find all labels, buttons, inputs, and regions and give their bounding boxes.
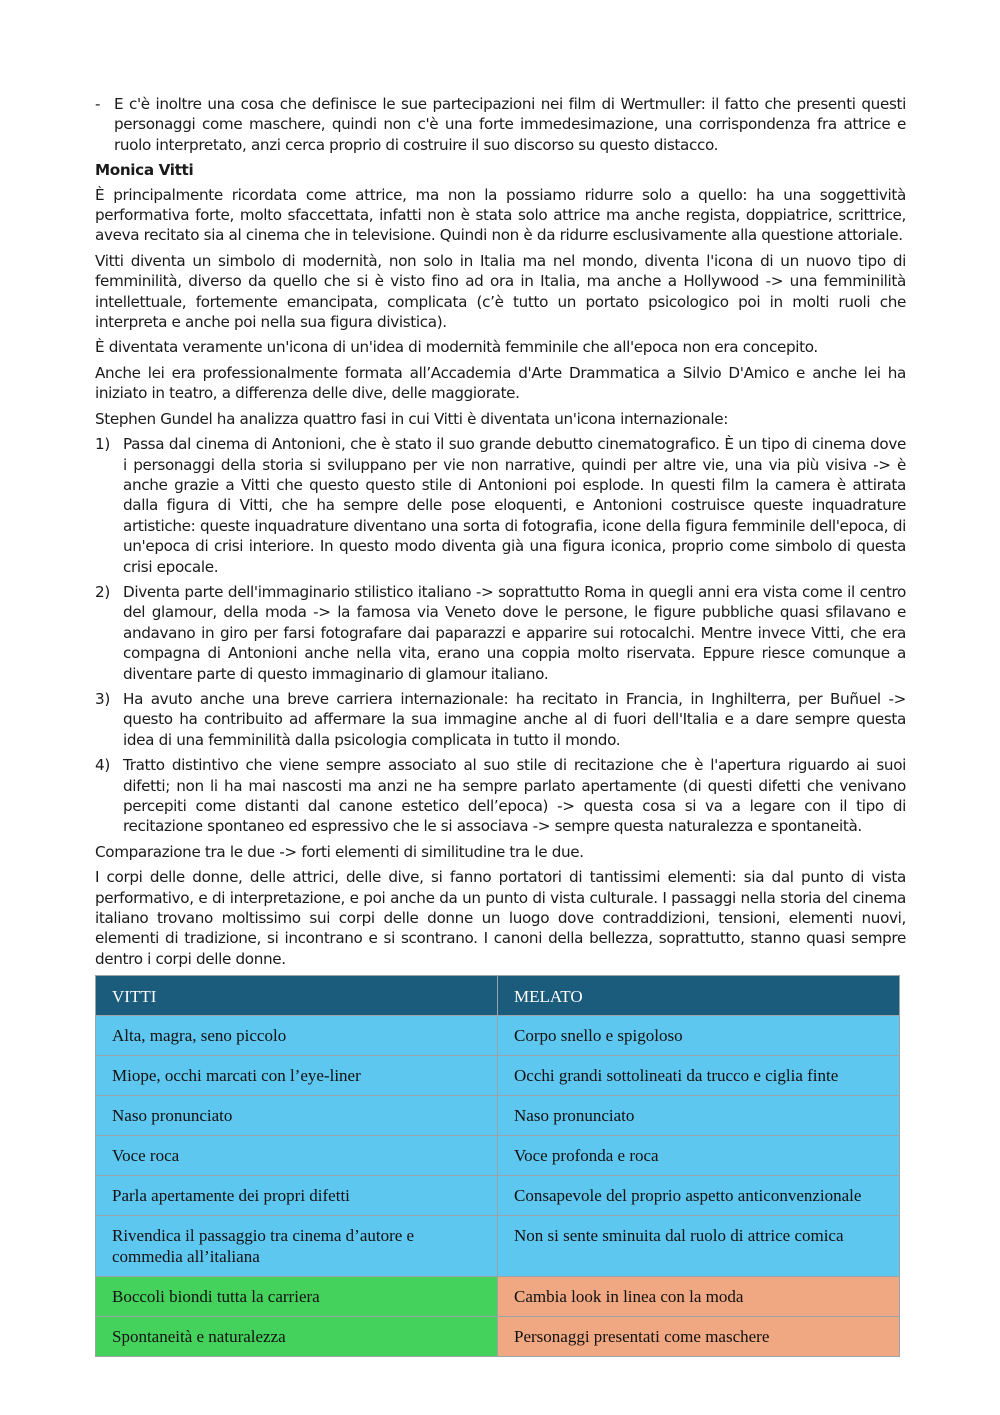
melato-cell: Cambia look in linea con la moda: [498, 1277, 900, 1317]
item-number: 2): [95, 582, 110, 601]
melato-cell: Corpo snello e spigoloso: [498, 1016, 900, 1056]
numbered-item: [95, 755, 906, 837]
table-row: [96, 1096, 900, 1136]
numbered-item: [95, 689, 906, 750]
melato-cell: Consapevole del proprio aspetto anticonvenzionale: [498, 1176, 900, 1216]
vitti-cell: Parla apertamente dei propri difetti: [96, 1176, 498, 1216]
bullet-text: E c'è inoltre una cosa che definisce le sue partecipazioni nei film di Wertmuller: il fatto che presenti questi personaggi come maschere, quindi non c'è una forte immedesimazione, una corrispondenza fra attrice e ruolo interpretato, anzi cerca proprio di costruire il suo discorso su questo distacco.: [114, 95, 906, 154]
document-page: [95, 94, 906, 1357]
vitti-cell: Naso pronunciato: [96, 1096, 498, 1136]
paragraph: Vitti diventa un simbolo di modernità, non solo in Italia ma nel mondo, diventa l'icona di un nuovo tipo di femminilità, diverso da quello che si è visto fino ad ora in Italia, ma anche a Hollywood -> una femminilità intellettuale, fortemente emancipata, complicata (c’è tutto un portato psicologico poi in molti ruoli che interpreta e anche poi nella sua figura divistica).: [95, 251, 906, 332]
vitti-cell: Boccoli biondi tutta la carriera: [96, 1277, 498, 1317]
table-body: [96, 1016, 900, 1357]
table-header-row: [96, 976, 900, 1016]
item-text: Tratto distintivo che viene sempre associato al suo stile di recitazione che è l'apertura riguardo ai suoi difetti; non li ha mai nascosti ma anzi ne ha sempre parlato apertamente (di questi difetti che venivano percepiti come distanti dal canone estetico dell’epoca) -> questa cosa si va a legare con il tipo di recitazione spontaneo ed espressivo che le si associava -> sempre questa naturalezza e spontaneità.: [123, 756, 906, 836]
melato-cell: Voce profonda e roca: [498, 1136, 900, 1176]
vitti-cell: Miope, occhi marcati con l’eye-liner: [96, 1056, 498, 1096]
bullet-marker: -: [95, 95, 101, 113]
table-row: [96, 1317, 900, 1357]
vitti-cell: Spontaneità e naturalezza: [96, 1317, 498, 1357]
paragraph: I corpi delle donne, delle attrici, delle dive, si fanno portatori di tantissimi elementi: sia dal punto di vista performativo, e di interpretazione, e poi anche da un punto di vista culturale. I passaggi nella storia del cinema italiano trovano moltissimo sui corpi delle donne un luogo dove contraddizioni, tensioni, elementi nuovi, elementi di tradizione, si incontrano e si scontrano. I canoni della bellezza, soprattutto, stanno quasi sempre dentro i corpi delle donne.: [95, 868, 906, 968]
vitti-cell: Voce roca: [96, 1136, 498, 1176]
comparison-table: [95, 975, 900, 1357]
melato-cell: Personaggi presentati come maschere: [498, 1317, 900, 1357]
melato-cell: Non si sente sminuita dal ruolo di attrice comica: [498, 1216, 900, 1277]
paragraph: È principalmente ricordata come attrice, ma non la possiamo ridurre solo a quello: ha una soggettività performativa forte, molto sfaccettata, infatti non è stata solo attrice ma anche regista, doppiatrice, scrittrice, aveva recitato sia al cinema che in televisione. Quindi non è da ridurre esclusivamente alla questione attoriale.: [95, 185, 906, 245]
column-header-vitti: VITTI: [96, 976, 498, 1016]
item-text: Ha avuto anche una breve carriera internazionale: ha recitato in Francia, in Inghilterra, per Buñuel -> questo ha contribuito ad affermare la sua immagine anche al di fuori dell'Italia e a dare sempre questa idea di una femminilità dalla psicologia complicata in tutto il mondo.: [123, 689, 906, 749]
paragraph: Comparazione tra le due -> forti elementi di similitudine tra le due.: [95, 842, 584, 861]
vitti-cell: Alta, magra, seno piccolo: [96, 1016, 498, 1056]
item-text: Passa dal cinema di Antonioni, che è stato il suo grande debutto cinematografico. È un tipo di cinema dove i personaggi della storia si sviluppano per vie non narrative, quindi per altre vie, una via più visiva -> è anche grazie a Vitti che questo questo stile di Antonioni poi esplode. In questi film la camera è attirata dalla figura di Vitti, che ha sempre delle pose eloquenti, e Antonioni costruisce queste inquadrature artistiche: queste inquadrature diventano una sorta di fotografia, icone della figura femminile dell'epoca, di un'epoca di crisi interiore. In questo modo diventa già una figura iconica, proprio come simbolo di questa crisi epocale.: [123, 435, 906, 576]
paragraph: È diventata veramente un'icona di un'idea di modernità femminile che all'epoca non era concepito.: [95, 338, 818, 357]
table-row: [96, 1136, 900, 1176]
item-number: 1): [95, 435, 110, 454]
table-row: [96, 1176, 900, 1216]
numbered-item: [95, 582, 906, 684]
numbered-item: [95, 434, 906, 577]
vitti-cell: Rivendica il passaggio tra cinema d’autore e commedia all’italiana: [96, 1216, 498, 1277]
paragraph: Stephen Gundel ha analizza quattro fasi in cui Vitti è diventata un'icona internazionale:: [95, 409, 729, 428]
paragraph: Anche lei era professionalmente formata all’Accademia d'Arte Drammatica a Silvio D'Amico e anche lei ha iniziato in teatro, a differenza delle dive, delle maggiorate.: [95, 363, 906, 403]
column-header-melato: MELATO: [498, 976, 900, 1016]
bullet-item: [95, 94, 906, 155]
melato-cell: Occhi grandi sottolineati da trucco e ciglia finte: [498, 1056, 900, 1096]
table-row: [96, 1277, 900, 1317]
section-heading: Monica Vitti: [95, 161, 194, 180]
item-text: Diventa parte dell'immaginario stilistico italiano -> soprattutto Roma in quegli anni era vista come il centro del glamour, della moda -> la famosa via Veneto dove le persone, le figure pubbliche quasi sfilavano e andavano in giro per farsi fotografare dai paparazzi e apparire sui rotocalchi. Mentre invece Vitti, che era compagna di Antonioni anche nella vita, erano una coppia molto riservata. Eppure riesce comunque a diventare parte di questo immaginario di glamour italiano.: [123, 582, 906, 683]
table-row: [96, 1216, 900, 1277]
table-row: [96, 1016, 900, 1056]
item-number: 4): [95, 756, 110, 775]
table-row: [96, 1056, 900, 1096]
melato-cell: Naso pronunciato: [498, 1096, 900, 1136]
item-number: 3): [95, 689, 110, 708]
